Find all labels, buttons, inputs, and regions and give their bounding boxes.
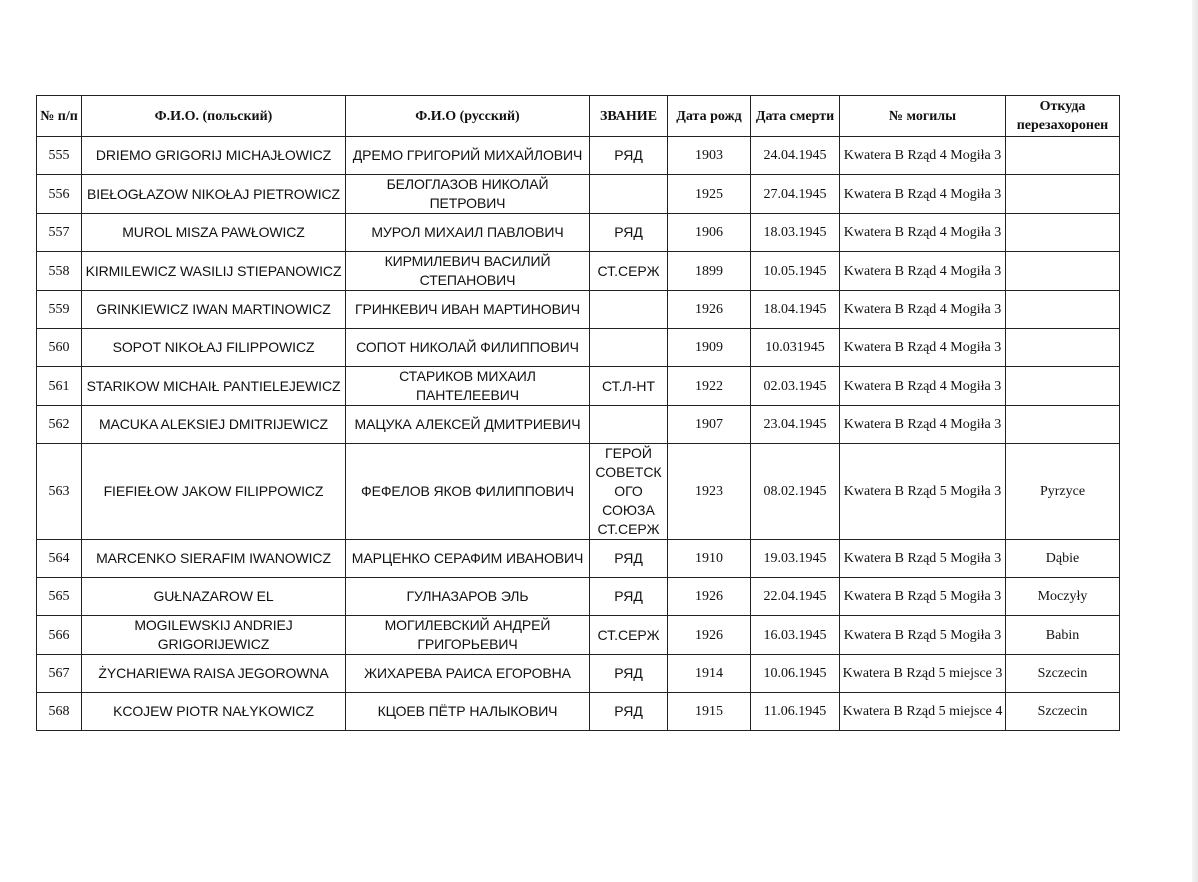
cell-rank bbox=[590, 406, 668, 444]
cell-name-ru: ФЕФЕЛОВ ЯКОВ ФИЛИППОВИЧ bbox=[346, 444, 590, 540]
cell-name-pl: GRINKIEWICZ IWAN MARTINOWICZ bbox=[82, 291, 346, 329]
cell-rank: ГЕРОЙ СОВЕТСК ОГО СОЮЗА СТ.СЕРЖ bbox=[590, 444, 668, 540]
cell-birth-date: 1899 bbox=[668, 252, 751, 291]
header-name-pl: Ф.И.О. (польский) bbox=[82, 96, 346, 137]
cell-origin: Dąbie bbox=[1006, 540, 1120, 578]
cell-birth-date: 1914 bbox=[668, 655, 751, 693]
cell-death-date: 24.04.1945 bbox=[751, 137, 840, 175]
table-row bbox=[37, 252, 1120, 291]
cell-name-pl: BIEŁOGŁAZOW NIKOŁAJ PIETROWICZ bbox=[82, 175, 346, 214]
cell-rank: РЯД bbox=[590, 578, 668, 616]
cell-grave: Kwatera B Rząd 5 Mogiła 3 bbox=[840, 540, 1006, 578]
cell-grave: Kwatera B Rząd 4 Mogiła 3 bbox=[840, 329, 1006, 367]
table-row bbox=[37, 693, 1120, 731]
scan-edge bbox=[1192, 0, 1198, 882]
cell-origin: Pyrzyce bbox=[1006, 444, 1120, 540]
cell-name-ru: МАЦУКА АЛЕКСЕЙ ДМИТРИЕВИЧ bbox=[346, 406, 590, 444]
cell-death-date: 18.03.1945 bbox=[751, 214, 840, 252]
header-origin: Откуда перезахоронен bbox=[1006, 96, 1120, 137]
cell-birth-date: 1926 bbox=[668, 616, 751, 655]
cell-origin bbox=[1006, 137, 1120, 175]
cell-num: 556 bbox=[37, 175, 82, 214]
table-row bbox=[37, 175, 1120, 214]
cell-grave: Kwatera B Rząd 4 Mogiła 3 bbox=[840, 291, 1006, 329]
cell-birth-date: 1922 bbox=[668, 367, 751, 406]
cell-num: 564 bbox=[37, 540, 82, 578]
cell-rank: СТ.СЕРЖ bbox=[590, 252, 668, 291]
cell-birth-date: 1903 bbox=[668, 137, 751, 175]
cell-num: 557 bbox=[37, 214, 82, 252]
cell-rank bbox=[590, 329, 668, 367]
table-row bbox=[37, 616, 1120, 655]
table-row bbox=[37, 406, 1120, 444]
cell-grave: Kwatera B Rząd 5 miejsce 3 bbox=[840, 655, 1006, 693]
cell-name-pl: MACUKA ALEKSIEJ DMITRIJEWICZ bbox=[82, 406, 346, 444]
cell-num: 568 bbox=[37, 693, 82, 731]
cell-death-date: 27.04.1945 bbox=[751, 175, 840, 214]
cell-grave: Kwatera B Rząd 4 Mogiła 3 bbox=[840, 137, 1006, 175]
cell-name-pl: KCOJEW PIOTR NAŁYKOWICZ bbox=[82, 693, 346, 731]
cell-death-date: 22.04.1945 bbox=[751, 578, 840, 616]
cell-rank: СТ.СЕРЖ bbox=[590, 616, 668, 655]
table-row bbox=[37, 367, 1120, 406]
cell-birth-date: 1925 bbox=[668, 175, 751, 214]
cell-name-ru: БЕЛОГЛАЗОВ НИКОЛАЙ ПЕТРОВИЧ bbox=[346, 175, 590, 214]
cell-birth-date: 1915 bbox=[668, 693, 751, 731]
cell-death-date: 11.06.1945 bbox=[751, 693, 840, 731]
cell-name-ru: МАРЦЕНКО СЕРАФИМ ИВАНОВИЧ bbox=[346, 540, 590, 578]
cell-num: 562 bbox=[37, 406, 82, 444]
table-row bbox=[37, 578, 1120, 616]
cell-name-ru: МОГИЛЕВСКИЙ АНДРЕЙ ГРИГОРЬЕВИЧ bbox=[346, 616, 590, 655]
cell-name-ru: ГРИНКЕВИЧ ИВАН МАРТИНОВИЧ bbox=[346, 291, 590, 329]
header-row bbox=[37, 96, 1120, 137]
header-num: № п/п bbox=[37, 96, 82, 137]
cell-name-ru: СТАРИКОВ МИХАИЛ ПАНТЕЛЕЕВИЧ bbox=[346, 367, 590, 406]
table-row bbox=[37, 540, 1120, 578]
cell-death-date: 23.04.1945 bbox=[751, 406, 840, 444]
cell-death-date: 10.06.1945 bbox=[751, 655, 840, 693]
cell-grave: Kwatera B Rząd 4 Mogiła 3 bbox=[840, 252, 1006, 291]
cell-name-pl: MUROL MISZA PAWŁOWICZ bbox=[82, 214, 346, 252]
cell-birth-date: 1909 bbox=[668, 329, 751, 367]
cell-death-date: 18.04.1945 bbox=[751, 291, 840, 329]
header-death-date: Дата смерти bbox=[751, 96, 840, 137]
cell-grave: Kwatera B Rząd 5 miejsce 4 bbox=[840, 693, 1006, 731]
cell-birth-date: 1910 bbox=[668, 540, 751, 578]
cell-birth-date: 1907 bbox=[668, 406, 751, 444]
table-row bbox=[37, 329, 1120, 367]
cell-origin bbox=[1006, 367, 1120, 406]
header-name-ru: Ф.И.О (русский) bbox=[346, 96, 590, 137]
cell-grave: Kwatera B Rząd 4 Mogiła 3 bbox=[840, 406, 1006, 444]
cell-name-ru: МУРОЛ МИХАИЛ ПАВЛОВИЧ bbox=[346, 214, 590, 252]
cell-origin: Szczecin bbox=[1006, 693, 1120, 731]
cell-rank: СТ.Л-НТ bbox=[590, 367, 668, 406]
cell-death-date: 19.03.1945 bbox=[751, 540, 840, 578]
cell-death-date: 10.031945 bbox=[751, 329, 840, 367]
cell-birth-date: 1923 bbox=[668, 444, 751, 540]
cell-num: 565 bbox=[37, 578, 82, 616]
cell-grave: Kwatera B Rząd 5 Mogiła 3 bbox=[840, 578, 1006, 616]
cell-name-pl: FIEFIEŁOW JAKOW FILIPPOWICZ bbox=[82, 444, 346, 540]
cell-origin bbox=[1006, 252, 1120, 291]
cell-name-pl: SOPOT NIKOŁAJ FILIPPOWICZ bbox=[82, 329, 346, 367]
cell-rank bbox=[590, 175, 668, 214]
cell-name-ru: КЦОЕВ ПЁТР НАЛЫКОВИЧ bbox=[346, 693, 590, 731]
cell-rank bbox=[590, 291, 668, 329]
header-rank: ЗВАНИЕ bbox=[590, 96, 668, 137]
table-row bbox=[37, 137, 1120, 175]
cell-grave: Kwatera B Rząd 5 Mogiła 3 bbox=[840, 616, 1006, 655]
table-row bbox=[37, 291, 1120, 329]
cell-name-pl: STARIKOW MICHAIŁ PANTIELEJEWICZ bbox=[82, 367, 346, 406]
cell-num: 567 bbox=[37, 655, 82, 693]
cell-name-pl: KIRMILEWICZ WASILIJ STIEPANOWICZ bbox=[82, 252, 346, 291]
cell-death-date: 10.05.1945 bbox=[751, 252, 840, 291]
cell-birth-date: 1926 bbox=[668, 291, 751, 329]
cell-name-ru: ЖИХАРЕВА РАИСА ЕГОРОВНА bbox=[346, 655, 590, 693]
cell-rank: РЯД bbox=[590, 137, 668, 175]
burial-registry-table bbox=[36, 95, 1120, 731]
header-grave: № могилы bbox=[840, 96, 1006, 137]
cell-name-ru: ДРЕМО ГРИГОРИЙ МИХАЙЛОВИЧ bbox=[346, 137, 590, 175]
cell-origin bbox=[1006, 329, 1120, 367]
cell-name-pl: DRIEMO GRIGORIJ MICHAJŁOWICZ bbox=[82, 137, 346, 175]
cell-origin bbox=[1006, 175, 1120, 214]
table-row bbox=[37, 444, 1120, 540]
cell-grave: Kwatera B Rząd 4 Mogiła 3 bbox=[840, 214, 1006, 252]
cell-origin bbox=[1006, 214, 1120, 252]
cell-origin bbox=[1006, 406, 1120, 444]
cell-num: 561 bbox=[37, 367, 82, 406]
header-birth-date: Дата рожд bbox=[668, 96, 751, 137]
cell-birth-date: 1906 bbox=[668, 214, 751, 252]
cell-name-pl: ŻYCHARIEWA RAISA JEGOROWNA bbox=[82, 655, 346, 693]
cell-grave: Kwatera B Rząd 5 Mogiła 3 bbox=[840, 444, 1006, 540]
cell-origin: Babin bbox=[1006, 616, 1120, 655]
cell-num: 566 bbox=[37, 616, 82, 655]
cell-num: 560 bbox=[37, 329, 82, 367]
cell-rank: РЯД bbox=[590, 655, 668, 693]
cell-grave: Kwatera B Rząd 4 Mogiła 3 bbox=[840, 175, 1006, 214]
cell-origin bbox=[1006, 291, 1120, 329]
cell-name-pl: GUŁNAZAROW EL bbox=[82, 578, 346, 616]
cell-name-ru: КИРМИЛЕВИЧ ВАСИЛИЙ СТЕПАНОВИЧ bbox=[346, 252, 590, 291]
cell-name-pl: MARCENKO SIERAFIM IWANOWICZ bbox=[82, 540, 346, 578]
cell-rank: РЯД bbox=[590, 214, 668, 252]
cell-num: 563 bbox=[37, 444, 82, 540]
cell-rank: РЯД bbox=[590, 693, 668, 731]
cell-name-ru: ГУЛНАЗАРОВ ЭЛЬ bbox=[346, 578, 590, 616]
cell-grave: Kwatera B Rząd 4 Mogiła 3 bbox=[840, 367, 1006, 406]
cell-origin: Moczyły bbox=[1006, 578, 1120, 616]
cell-rank: РЯД bbox=[590, 540, 668, 578]
cell-death-date: 16.03.1945 bbox=[751, 616, 840, 655]
cell-birth-date: 1926 bbox=[668, 578, 751, 616]
cell-name-ru: СОПОТ НИКОЛАЙ ФИЛИППОВИЧ bbox=[346, 329, 590, 367]
cell-death-date: 02.03.1945 bbox=[751, 367, 840, 406]
cell-num: 558 bbox=[37, 252, 82, 291]
table-row bbox=[37, 655, 1120, 693]
cell-origin: Szczecin bbox=[1006, 655, 1120, 693]
table-row bbox=[37, 214, 1120, 252]
cell-name-pl: MOGILEWSKIJ ANDRIEJ GRIGORIJEWICZ bbox=[82, 616, 346, 655]
cell-num: 555 bbox=[37, 137, 82, 175]
cell-death-date: 08.02.1945 bbox=[751, 444, 840, 540]
cell-num: 559 bbox=[37, 291, 82, 329]
